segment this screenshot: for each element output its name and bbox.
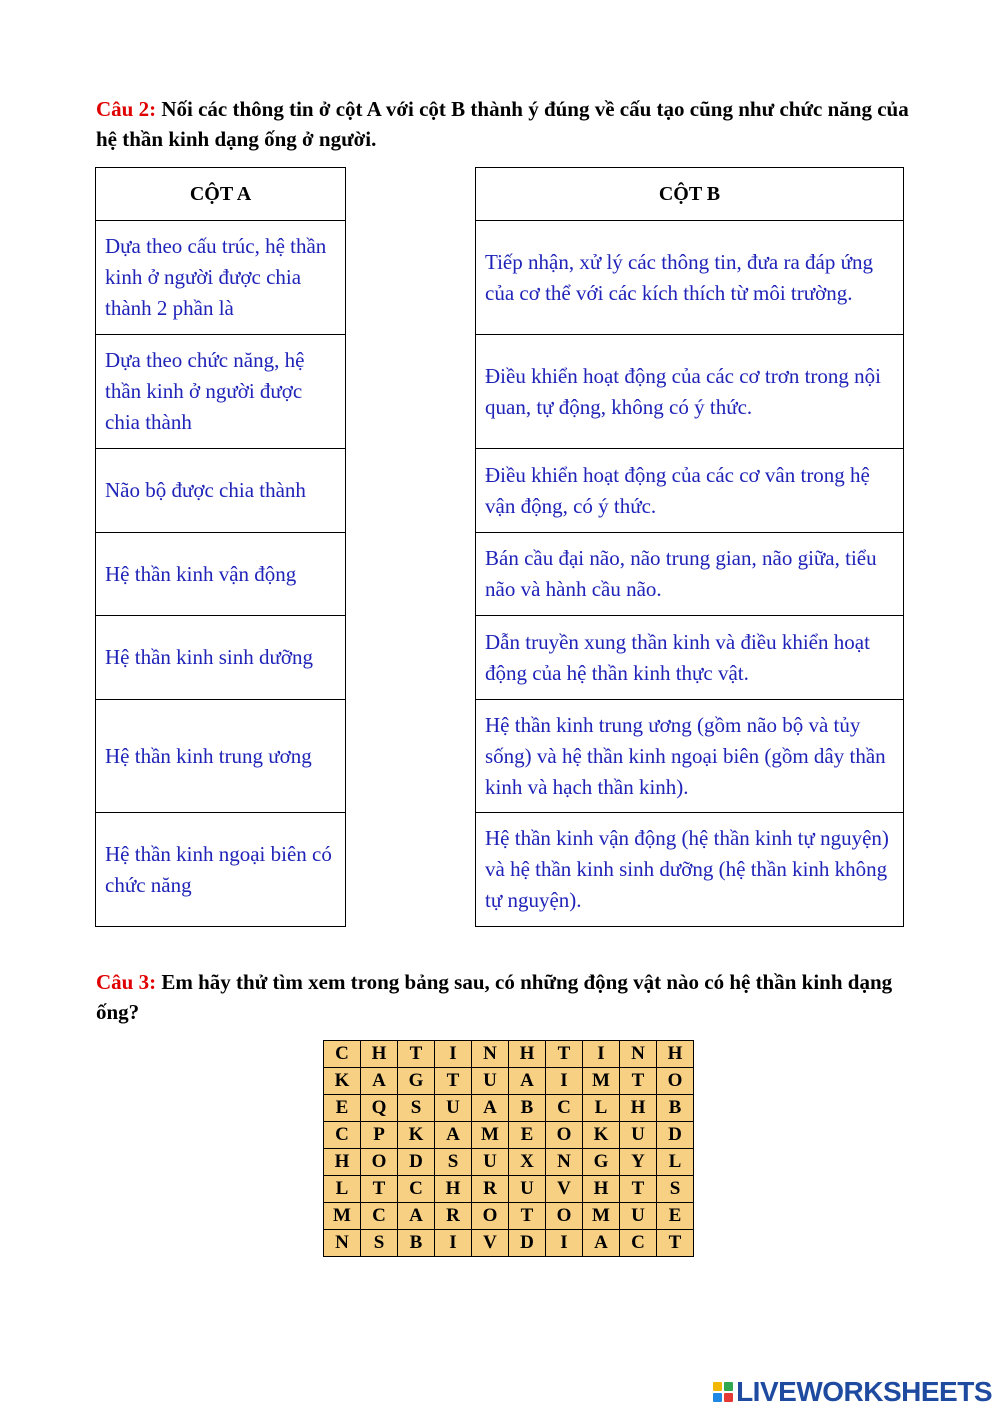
grid-cell[interactable]: L: [583, 1095, 620, 1122]
grid-cell[interactable]: O: [361, 1149, 398, 1176]
grid-cell[interactable]: B: [398, 1230, 435, 1257]
grid-cell[interactable]: M: [583, 1068, 620, 1095]
grid-cell[interactable]: R: [435, 1203, 472, 1230]
grid-cell[interactable]: I: [435, 1230, 472, 1257]
grid-cell[interactable]: O: [546, 1122, 583, 1149]
grid-cell[interactable]: K: [583, 1122, 620, 1149]
grid-cell[interactable]: H: [435, 1176, 472, 1203]
liveworksheets-logo: [713, 1374, 992, 1410]
grid-cell[interactable]: U: [472, 1149, 509, 1176]
grid-cell[interactable]: N: [620, 1041, 657, 1068]
grid-cell[interactable]: T: [620, 1068, 657, 1095]
column-a-item[interactable]: Dựa theo chức năng, hệ thần kinh ở người được chia thành: [96, 335, 346, 449]
grid-cell[interactable]: T: [509, 1203, 546, 1230]
grid-cell[interactable]: I: [546, 1068, 583, 1095]
column-b-item[interactable]: Điều khiển hoạt động của các cơ vân trong hệ vận động, có ý thức.: [476, 449, 904, 533]
column-b-item[interactable]: Tiếp nhận, xử lý các thông tin, đưa ra đáp ứng của cơ thể với các kích thích từ môi trường.: [476, 221, 904, 335]
column-a-item[interactable]: Hệ thần kinh trung ương: [96, 700, 346, 813]
grid-cell[interactable]: C: [324, 1122, 361, 1149]
logo-square: [724, 1393, 733, 1402]
grid-cell[interactable]: I: [435, 1041, 472, 1068]
grid-cell[interactable]: H: [361, 1041, 398, 1068]
grid-cell[interactable]: I: [546, 1230, 583, 1257]
grid-row: [324, 1176, 694, 1203]
grid-cell[interactable]: U: [472, 1068, 509, 1095]
grid-cell[interactable]: C: [398, 1176, 435, 1203]
grid-cell[interactable]: M: [324, 1203, 361, 1230]
grid-cell[interactable]: X: [509, 1149, 546, 1176]
question-2-text: Nối các thông tin ở cột A với cột B thành ý đúng về cấu tạo cũng như chức năng của hệ thần kinh dạng ống ở người.: [96, 97, 909, 151]
grid-cell[interactable]: D: [657, 1122, 694, 1149]
grid-row: [324, 1230, 694, 1257]
logo-square: [713, 1393, 722, 1402]
grid-cell[interactable]: K: [398, 1122, 435, 1149]
grid-cell[interactable]: L: [324, 1176, 361, 1203]
question-3: [96, 967, 926, 1027]
grid-cell[interactable]: T: [657, 1230, 694, 1257]
grid-cell[interactable]: E: [324, 1095, 361, 1122]
grid-row: [324, 1149, 694, 1176]
grid-cell[interactable]: S: [361, 1230, 398, 1257]
grid-cell[interactable]: A: [472, 1095, 509, 1122]
grid-cell[interactable]: D: [509, 1230, 546, 1257]
grid-cell[interactable]: T: [398, 1041, 435, 1068]
column-b-item[interactable]: Dẫn truyền xung thần kinh và điều khiển hoạt động của hệ thần kinh thực vật.: [476, 616, 904, 700]
grid-cell[interactable]: K: [324, 1068, 361, 1095]
grid-cell[interactable]: U: [509, 1176, 546, 1203]
grid-cell[interactable]: I: [583, 1041, 620, 1068]
grid-cell[interactable]: A: [583, 1230, 620, 1257]
grid-cell[interactable]: L: [657, 1149, 694, 1176]
grid-cell[interactable]: S: [657, 1176, 694, 1203]
column-a-item[interactable]: Não bộ được chia thành: [96, 449, 346, 533]
column-a-item[interactable]: Hệ thần kinh ngoại biên có chức năng: [96, 813, 346, 927]
question-2: [96, 94, 926, 154]
grid-row: [324, 1203, 694, 1230]
grid-cell[interactable]: N: [472, 1041, 509, 1068]
grid-cell[interactable]: G: [583, 1149, 620, 1176]
grid-row: [324, 1068, 694, 1095]
grid-cell[interactable]: N: [324, 1230, 361, 1257]
grid-cell[interactable]: B: [509, 1095, 546, 1122]
column-a-item[interactable]: Hệ thần kinh sinh dưỡng: [96, 616, 346, 700]
logo-square: [724, 1382, 733, 1391]
question-3-label: Câu 3:: [96, 970, 157, 994]
question-2-label: Câu 2:: [96, 97, 157, 121]
column-a-item[interactable]: Dựa theo cấu trúc, hệ thần kinh ở người được chia thành 2 phần là: [96, 221, 346, 335]
grid-cell[interactable]: A: [435, 1122, 472, 1149]
grid-cell[interactable]: D: [398, 1149, 435, 1176]
column-b-item[interactable]: Bán cầu đại não, não trung gian, não giữa, tiểu não và hành cầu não.: [476, 533, 904, 616]
column-a-header: CỘT A: [96, 168, 346, 221]
grid-cell[interactable]: H: [509, 1041, 546, 1068]
grid-cell[interactable]: A: [398, 1203, 435, 1230]
column-a-item[interactable]: Hệ thần kinh vận động: [96, 533, 346, 616]
grid-cell[interactable]: U: [435, 1095, 472, 1122]
grid-cell[interactable]: C: [324, 1041, 361, 1068]
column-a-table: [95, 167, 346, 927]
grid-cell[interactable]: O: [472, 1203, 509, 1230]
grid-row: [324, 1122, 694, 1149]
grid-cell[interactable]: Q: [361, 1095, 398, 1122]
logo-square: [713, 1382, 722, 1391]
grid-cell[interactable]: H: [583, 1176, 620, 1203]
grid-cell[interactable]: O: [546, 1203, 583, 1230]
grid-row: [324, 1041, 694, 1068]
grid-cell[interactable]: P: [361, 1122, 398, 1149]
liveworksheets-logo-icon: [713, 1382, 733, 1402]
grid-cell[interactable]: S: [398, 1095, 435, 1122]
logo-text: LIVEWORKSHEETS: [736, 1376, 992, 1407]
grid-cell[interactable]: C: [361, 1203, 398, 1230]
grid-cell[interactable]: Y: [620, 1149, 657, 1176]
column-b-item[interactable]: Điều khiển hoạt động của các cơ trơn trong nội quan, tự động, không có ý thức.: [476, 335, 904, 449]
grid-cell[interactable]: H: [657, 1041, 694, 1068]
column-b-item[interactable]: Hệ thần kinh vận động (hệ thần kinh tự nguyện) và hệ thần kinh sinh dưỡng (hệ thần kinh không tự nguyện).: [476, 813, 904, 927]
grid-cell[interactable]: C: [620, 1230, 657, 1257]
grid-cell[interactable]: V: [472, 1230, 509, 1257]
grid-cell[interactable]: G: [398, 1068, 435, 1095]
grid-cell[interactable]: H: [620, 1095, 657, 1122]
grid-cell[interactable]: T: [620, 1176, 657, 1203]
grid-cell[interactable]: A: [361, 1068, 398, 1095]
grid-cell[interactable]: C: [546, 1095, 583, 1122]
column-b-table: [475, 167, 904, 927]
grid-cell[interactable]: E: [509, 1122, 546, 1149]
question-3-text: Em hãy thử tìm xem trong bảng sau, có những động vật nào có hệ thần kinh dạng ống?: [96, 970, 893, 1024]
grid-row: [324, 1095, 694, 1122]
grid-cell[interactable]: T: [435, 1068, 472, 1095]
grid-cell[interactable]: U: [620, 1122, 657, 1149]
column-b-item[interactable]: Hệ thần kinh trung ương (gồm não bộ và tủy sống) và hệ thần kinh ngoại biên (gồm dây thần kinh và hạch thần kinh).: [476, 700, 904, 813]
grid-cell[interactable]: A: [509, 1068, 546, 1095]
grid-cell[interactable]: U: [620, 1203, 657, 1230]
column-b-header: CỘT B: [476, 168, 904, 221]
grid-cell[interactable]: N: [546, 1149, 583, 1176]
grid-cell[interactable]: E: [657, 1203, 694, 1230]
grid-cell[interactable]: V: [546, 1176, 583, 1203]
grid-cell[interactable]: S: [435, 1149, 472, 1176]
grid-cell[interactable]: H: [324, 1149, 361, 1176]
word-search-grid: [323, 1040, 694, 1257]
grid-cell[interactable]: T: [546, 1041, 583, 1068]
grid-cell[interactable]: R: [472, 1176, 509, 1203]
grid-cell[interactable]: M: [472, 1122, 509, 1149]
grid-cell[interactable]: O: [657, 1068, 694, 1095]
grid-cell[interactable]: T: [361, 1176, 398, 1203]
grid-cell[interactable]: B: [657, 1095, 694, 1122]
grid-cell[interactable]: M: [583, 1203, 620, 1230]
